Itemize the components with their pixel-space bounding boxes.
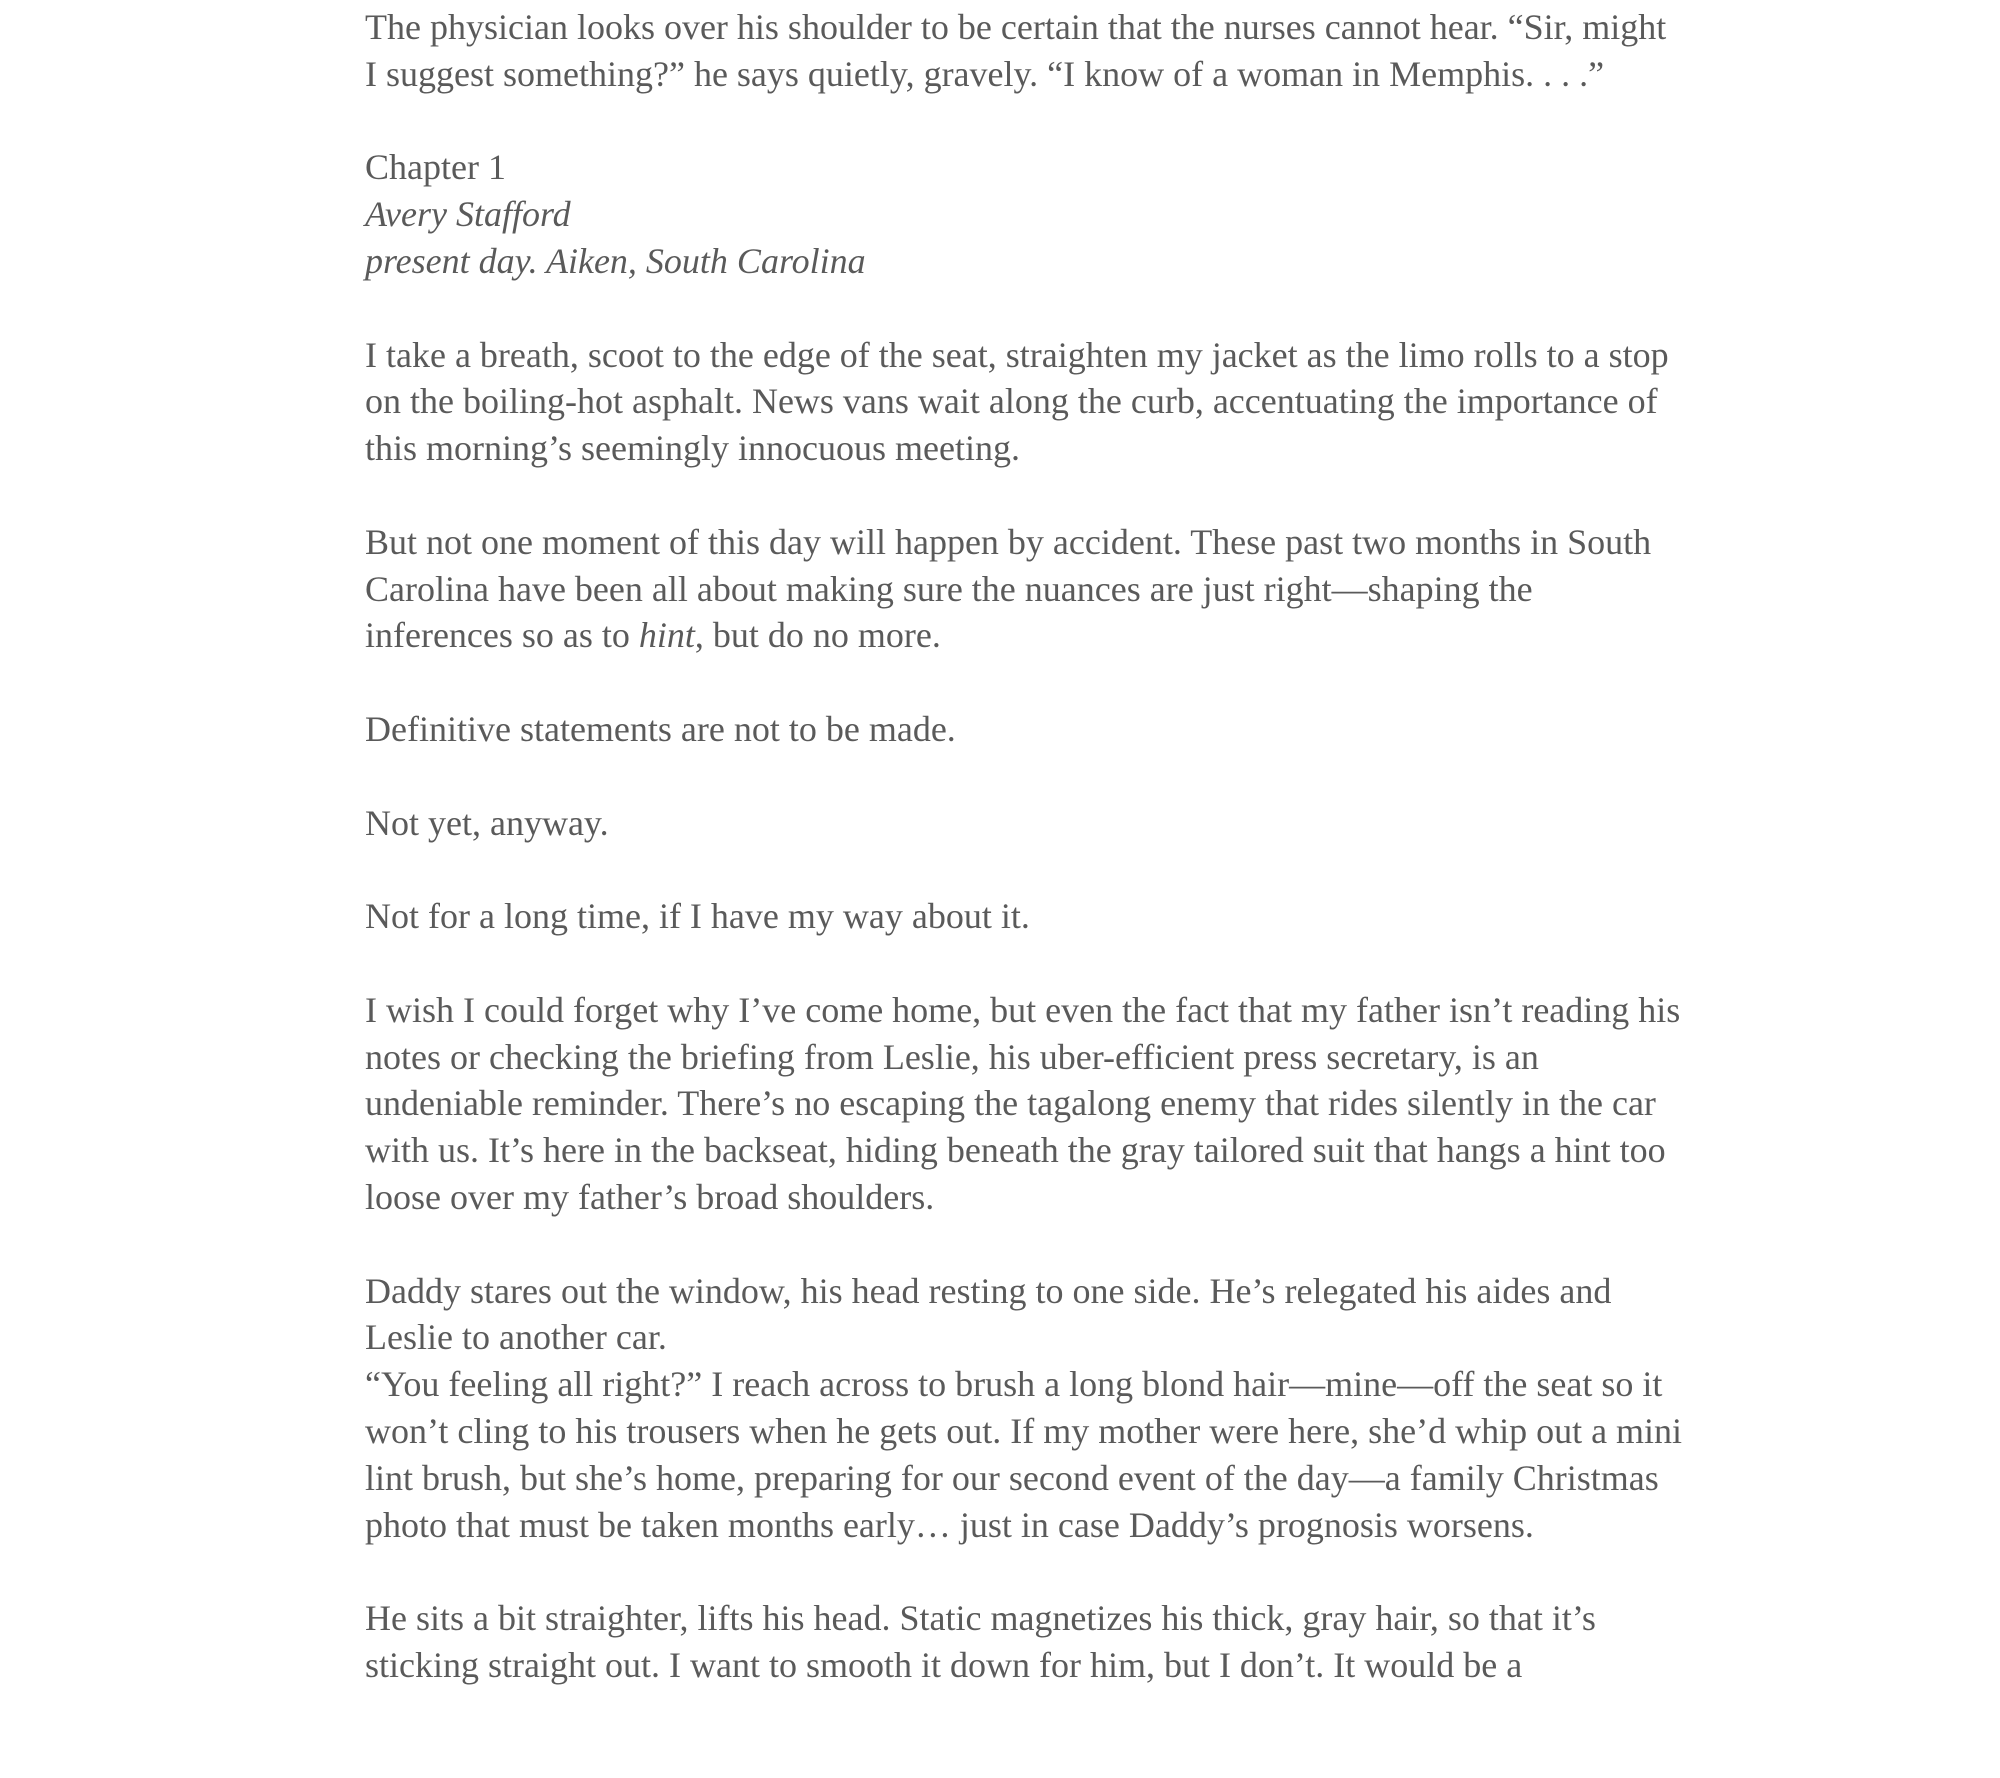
paragraph: Definitive statements are not to be made. bbox=[365, 708, 956, 749]
paragraph: Not yet, anyway. bbox=[365, 802, 609, 843]
paragraph: “You feeling all right?” I reach across to brush a long blond hair—mine—off the seat so it won’t cling to his trousers when he gets out. If my mother were here, she’d whip out a mini lint brush, but she’s home, preparing for our second event of the day—a family Christmas photo that must be taken months early… just in case Daddy’s prognosis worsens. bbox=[365, 1364, 1683, 1545]
document-page bbox=[365, 0, 1685, 1689]
chapter-narrator: Avery Stafford bbox=[365, 194, 571, 235]
prologue-closing-paragraph: The physician looks over his shoulder to be certain that the nurses cannot hear. “Sir, might I suggest something?” he says quietly, gravely. “I know of a woman in Memphis. . . .” bbox=[365, 7, 1667, 94]
paragraph: Not for a long time, if I have my way about it. bbox=[365, 896, 1030, 937]
paragraph: I wish I could forget why I’ve come home, but even the fact that my father isn’t reading his notes or checking the briefing from Leslie, his uber-efficient press secretary, is an undeniable reminder. There’s no escaping the tagalong enemy that rides silently in the car with us. It’s here in the backseat, hiding beneath the gray tailored suit that hangs a hint too loose over my father’s broad shoulders. bbox=[365, 989, 1681, 1217]
paragraph: I take a breath, scoot to the edge of the seat, straighten my jacket as the limo rolls to a stop on the boiling-hot asphalt. News vans wait along the curb, accentuating the importance of this morning’s seemingly innocuous meeting. bbox=[365, 334, 1669, 469]
paragraph: Daddy stares out the window, his head resting to one side. He’s relegated his aides and Leslie to another car. bbox=[365, 1270, 1612, 1358]
chapter-setting: present day. Aiken, South Carolina bbox=[365, 240, 866, 281]
paragraph-text: , but do no more. bbox=[694, 615, 941, 656]
chapter-heading: Chapter 1 bbox=[365, 147, 506, 188]
paragraph-text: But not one moment of this day will happen by accident. These past two months in South Carolina have been all about making sure the nuances are just right—shaping the inferences so as to bbox=[365, 521, 1652, 656]
paragraph bbox=[365, 519, 1685, 659]
emphasized-word: hint bbox=[638, 615, 695, 656]
paragraph: He sits a bit straighter, lifts his head. Static magnetizes his thick, gray hair, so that it’s sticking straight out. I want to smooth it down for him, but I don’t. It would be a bbox=[365, 1598, 1596, 1685]
